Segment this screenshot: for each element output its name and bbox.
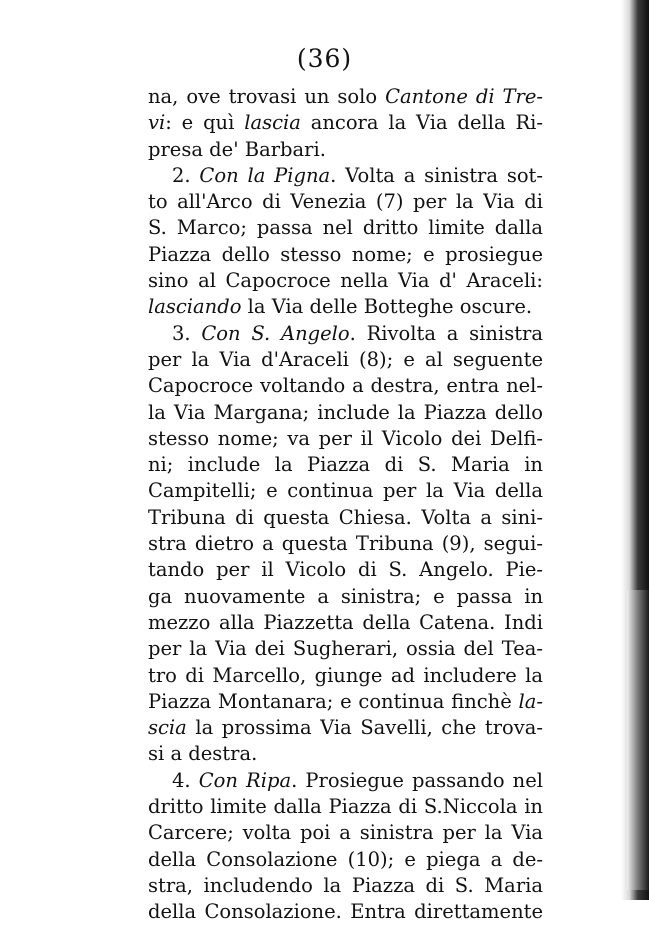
text-run: Tribuna di questa Chiesa. Volta a sini- [148,505,543,529]
text-line [148,505,543,531]
text-line [148,268,543,294]
text-line [148,84,543,110]
text-run: stra dietro a questa Tribuna (9), segui- [148,532,543,556]
text-line [148,452,543,478]
text-line [148,478,543,504]
text-line [148,663,543,689]
italic-text: Con S. Angelo [201,321,350,345]
text-run: della Consolazione (10); e piega a de- [148,847,543,871]
text-run: S. Marco; passa nel dritto limite dalla [148,216,543,240]
text-line [148,847,543,873]
text-run: tro di Marcello, giunge ad includere la [148,663,543,687]
text-line [148,163,543,189]
text-line [148,110,543,136]
page-edge-fold [627,590,649,890]
text-line [148,715,543,741]
text-line [148,899,543,925]
text-run: per la Via dei Sugherari, ossia del Tea- [148,637,543,661]
text-line [148,137,543,163]
text-line [148,610,543,636]
text-line [148,741,543,767]
text-line [148,636,543,662]
text-line [148,584,543,610]
text-line [148,242,543,268]
text-line [148,215,543,241]
italic-text: lascia [244,111,301,135]
text-run: stesso nome; va per il Vicolo dei Delfi- [148,426,543,450]
text-line [148,347,543,373]
text-run: per la Via d'Araceli (8); e al seguente [148,347,543,371]
text-run: : e quì [165,111,245,135]
text-line [148,294,543,320]
text-run: la Via Margana; include la Piazza dello [148,400,543,424]
text-run: ancora la Via della Ri- [300,111,543,135]
text-run: Piazza Montanara; e continua finchè [148,689,519,713]
italic-text: Con la Pigna [199,163,331,187]
text-run: 2. [172,163,200,187]
italic-text: vi [148,111,166,135]
text-run: sino al Capocroce nella Via d' Araceli: [148,269,543,293]
text-line [148,557,543,583]
text-line [148,426,543,452]
text-line [148,794,543,820]
text-run: Piazza dello stesso nome; e prosiegue [148,242,543,266]
text-line [148,189,543,215]
text-line [148,531,543,557]
text-line [148,321,543,347]
text-run: ga nuovamente a sinistra; e passa in [148,584,543,608]
text-line [148,400,543,426]
text-run: presa de' Barbari. [148,137,326,161]
text-run: Carcere; volta poi a sinistra per la Via [148,821,543,845]
italic-text: Cantone di Tre- [385,85,544,108]
text-run: . Prosiegue passando nel [291,768,543,792]
text-line [148,873,543,899]
text-run: na, ove trovasi un solo [148,85,386,108]
text-run: ni; include la Piazza di S. Maria in [148,453,543,477]
text-line [148,768,543,794]
text-run: 3. [172,321,202,345]
text-run: Capocroce voltando a destra, entra nel- [148,374,543,398]
text-run: la prossima Via Savelli, che trova- [186,716,543,740]
text-run: la Via delle Botteghe oscure. [241,295,533,319]
text-run: . Rivolta a sinistra [349,321,543,345]
text-line [148,689,543,715]
text-run: . Volta a sinistra sot- [330,163,543,187]
text-run: mezzo alla Piazzetta della Catena. Indi [148,610,543,634]
page-number: (36) [296,44,353,73]
text-line [148,373,543,399]
text-run: to all'Arco di Venezia (7) per la Via di [148,190,543,214]
text-run: dritto limite dalla Piazza di S.Niccola in [148,795,543,819]
italic-text: Con Ripa [198,768,292,792]
body-text [148,84,543,926]
text-run: stra, includendo la Piazza di S. Maria [148,873,543,897]
text-run: si a destra. [148,742,258,766]
text-run: Campitelli; e continua per la Via della [148,479,543,503]
text-run: 4. [172,768,199,792]
italic-text: scia [148,716,187,740]
text-line [148,820,543,846]
italic-text: lasciando [148,295,242,319]
text-run: della Consolazione. Entra direttamente [148,900,543,924]
text-run: tando per il Vicolo di S. Angelo. Pie- [148,558,543,582]
italic-text: la- [518,689,543,713]
